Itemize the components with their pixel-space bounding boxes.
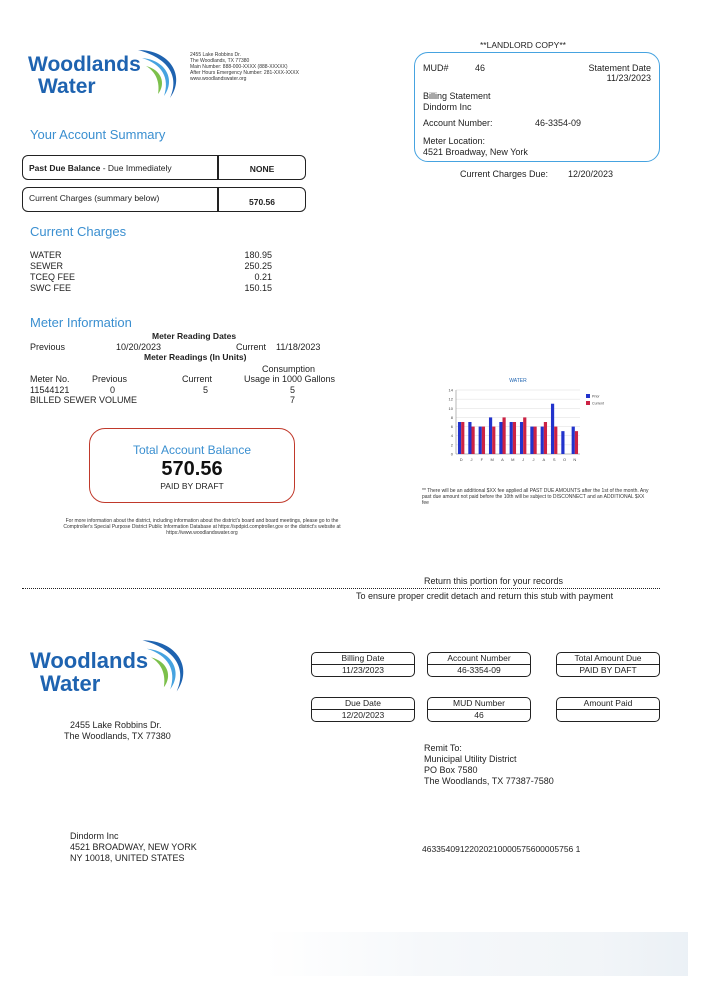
remit-line: PO Box 7580 (424, 765, 478, 775)
meter-no: 11544121 (30, 385, 70, 395)
current-charges-due-label: Current Charges Due: (460, 169, 549, 179)
mud-number-value: 46 (474, 710, 484, 720)
chart-bar-prior (551, 404, 554, 454)
chart-y-tick-label: 2 (450, 442, 453, 448)
col-meter-no: Meter No. (30, 374, 70, 384)
stub-address-1: 2455 Lake Robbins Dr. (70, 720, 162, 730)
statement-date-label: Statement Date (588, 63, 651, 73)
detach-line (22, 588, 660, 589)
amount-paid-box[interactable] (556, 697, 660, 722)
total-label: Total Account Balance (132, 443, 252, 457)
remit-line: Municipal Utility District (424, 754, 517, 764)
water-usage-chart (438, 372, 608, 472)
brand-info (190, 52, 340, 82)
chart-bar-current (472, 427, 475, 454)
charge-name: WATER (30, 250, 62, 260)
info-note: For more information about the district, including information about the district's board and board meetings, please go to the Comptroller's Special Purpose District Public Information Database at https://spdpid.comptroller.gov or the district's website at https://www.woodlandswater.org (63, 518, 341, 536)
chart-y-tick-label: 4 (450, 433, 453, 439)
current-charges-value: 570.56 (249, 197, 275, 207)
charge-amount: 180.95 (244, 250, 272, 260)
chart-bar-prior (468, 422, 471, 454)
chart-y-tick-label: 14 (448, 387, 453, 393)
chart-bar-prior (489, 417, 492, 454)
account-number-value: 46-3354-09 (457, 665, 501, 675)
mud-number-box (427, 697, 531, 722)
chart-bar-current (534, 427, 537, 454)
billing-date-label: Billing Date (312, 653, 414, 665)
logo-swoosh-icon (130, 46, 190, 106)
past-due-suffix: - Due Immediately (100, 163, 172, 173)
chart-x-tick-label: J (522, 457, 525, 462)
chart-x-tick-label: S (552, 457, 556, 462)
chart-bar-prior (520, 422, 523, 454)
chart-note: ** There will be an additional $XX fee applied all PAST DUE AMOUNTS after the 1st of the month. Any past due amount not paid before the 10th will be subject to DISCONNECT and an ADDITIONAL $XX fee (422, 488, 649, 506)
brand-logo (28, 46, 178, 106)
prev-read: 0 (110, 385, 116, 395)
statement-date: 11/23/2023 (606, 73, 651, 83)
stub-address-2: The Woodlands, TX 77380 (64, 731, 171, 741)
stub-logo (30, 636, 200, 702)
mud-number-label: MUD Number (428, 698, 530, 710)
total-due-box (556, 652, 660, 677)
brand-info-line: www.woodlandswater.org (190, 76, 247, 82)
chart-bar-current (554, 427, 557, 454)
remit-label: Remit To: (424, 743, 462, 753)
brand-info-line: 2455 Lake Robbins Dr. (190, 52, 241, 58)
account-number-label: Account Number (428, 653, 530, 665)
charge-amount: 0.21 (254, 272, 272, 282)
chart-x-tick-label: A (542, 457, 546, 462)
chart-y-tick-label: 0 (450, 451, 453, 457)
chart-x-tick-label: A (501, 457, 504, 462)
chart-y-tick-label: 10 (448, 405, 453, 411)
current-charges-label: Current Charges (summary below) (29, 193, 160, 203)
chart-bar-current (523, 417, 526, 454)
col-current: Current (182, 374, 213, 384)
previous-label: Previous (30, 342, 66, 352)
chart-svg (438, 372, 608, 472)
chart-bar-prior (458, 422, 461, 454)
col-previous: Previous (92, 374, 128, 384)
charge-name: TCEQ FEE (30, 272, 76, 282)
chart-bar-prior (572, 427, 575, 454)
chart-y-tick-label: 8 (450, 414, 453, 420)
chart-bar-current (492, 427, 495, 454)
remit-line: The Woodlands, TX 77387-7580 (424, 776, 554, 786)
meter-location: 4521 Broadway, New York (423, 147, 528, 157)
chart-x-tick-label: M (490, 457, 494, 462)
meter-readings-heading: Meter Readings (In Units) (144, 352, 247, 362)
chart-bar-current (482, 427, 485, 454)
meter-title: Meter Information (30, 315, 132, 330)
customer-line: NY 10018, UNITED STATES (70, 853, 185, 863)
chart-bar-prior (510, 422, 513, 454)
current-label: Current (236, 342, 267, 352)
meter-dates-heading: Meter Reading Dates (152, 331, 237, 341)
chart-x-tick-label: J (532, 457, 535, 462)
consumption-label: Consumption (262, 364, 316, 374)
scan-artifact (264, 932, 688, 976)
due-date-value: 12/20/2023 (341, 710, 385, 720)
chart-bar-prior (561, 431, 564, 454)
total-note: PAID BY DRAFT (160, 481, 224, 491)
past-due-label: Past Due Balance (29, 163, 101, 173)
chart-y-tick-label: 6 (450, 424, 453, 430)
meter-location-label: Meter Location: (423, 136, 486, 146)
stub-logo-swoosh-icon (134, 636, 198, 700)
account-number-box (427, 652, 531, 677)
past-due-label-wrap (29, 163, 172, 173)
charge-name: SWC FEE (30, 283, 72, 293)
charges-title: Current Charges (30, 224, 127, 239)
landlord-box (414, 52, 660, 162)
customer-line: Dindorm Inc (70, 831, 119, 841)
chart-bar-current (544, 422, 547, 454)
customer-line: 4521 BROADWAY, NEW YORK (70, 842, 197, 852)
billing-statement: Billing Statement (423, 91, 491, 101)
charge-amount: 150.15 (244, 283, 272, 293)
billing-date-value: 11/23/2023 (342, 665, 384, 675)
chart-x-tick-label: J (470, 457, 473, 462)
sewer-volume-value: 7 (290, 395, 296, 405)
total-balance-box (89, 428, 295, 503)
chart-legend-label: Current (592, 401, 604, 406)
chart-bar-prior (499, 422, 502, 454)
return-portion-text: Return this portion for your records (424, 576, 564, 586)
logo-line-2: Water (38, 75, 96, 98)
account-number: 46-3354-09 (535, 118, 582, 128)
curr-read: 5 (203, 385, 209, 395)
current-charges-due: 12/20/2023 (568, 169, 614, 179)
account-label: Account Number: (423, 118, 493, 128)
due-date-label: Due Date (312, 698, 414, 710)
chart-bar-current (461, 422, 464, 454)
customer-name: Dindorm Inc (423, 102, 472, 112)
total-due-label: Total Amount Due (557, 653, 659, 665)
total-amount: 570.56 (161, 458, 223, 480)
chart-x-tick-label: N (573, 457, 577, 462)
chart-x-tick-label: O (562, 457, 567, 462)
past-due-box (22, 155, 306, 180)
chart-bar-current (503, 417, 506, 454)
chart-legend-label: Prior (592, 394, 600, 399)
current-charges-box (22, 187, 306, 212)
brand-info-line: Main Number: 888-000-XXXX (888-XXXXX) (190, 64, 288, 70)
due-date-box (311, 697, 415, 722)
summary-title: Your Account Summary (30, 127, 166, 142)
chart-y-tick-label: 12 (448, 396, 453, 402)
scanline: 46335409122020210000575600005756 1 (422, 844, 581, 854)
logo-line-1: Woodlands (28, 53, 141, 76)
amount-paid-label: Amount Paid (557, 698, 659, 710)
past-due-value: NONE (249, 164, 275, 174)
amount-paid-field[interactable] (557, 710, 659, 721)
chart-x-tick-label: D (459, 457, 463, 462)
chart-legend-swatch (586, 394, 590, 398)
charge-amount: 250.25 (244, 261, 272, 271)
chart-bar-current (513, 422, 516, 454)
stub-logo-line-1: Woodlands (30, 648, 149, 673)
chart-bar-prior (530, 427, 533, 454)
previous-date: 10/20/2023 (116, 342, 162, 352)
chart-bar-prior (541, 427, 544, 454)
chart-legend-swatch (586, 401, 590, 405)
chart-x-tick-label: M (511, 457, 515, 462)
chart-bar-current (575, 431, 578, 454)
chart-x-tick-label: F (480, 457, 484, 462)
usage-value: 5 (290, 385, 296, 395)
chart-title: WATER (509, 378, 527, 384)
chart-bar-prior (479, 427, 482, 454)
mud-value: 46 (475, 63, 486, 73)
billing-date-box (311, 652, 415, 677)
current-date: 11/18/2023 (276, 342, 321, 352)
brand-info-line: The Woodlands, TX 77380 (190, 58, 250, 64)
brand-info-line: After Hours Emergency Number: 281-XXX-XXXX (190, 70, 299, 76)
landlord-copy-label: **LANDLORD COPY** (480, 40, 566, 50)
charge-name: SEWER (30, 261, 64, 271)
total-due-value: PAID BY DAFT (579, 665, 637, 675)
sewer-volume-label: BILLED SEWER VOLUME (30, 395, 138, 405)
col-usage: Usage in 1000 Gallons (244, 374, 336, 384)
detach-text: To ensure proper credit detach and return this stub with payment (356, 591, 614, 601)
stub-logo-line-2: Water (40, 671, 101, 696)
mud-label: MUD# (423, 63, 449, 73)
